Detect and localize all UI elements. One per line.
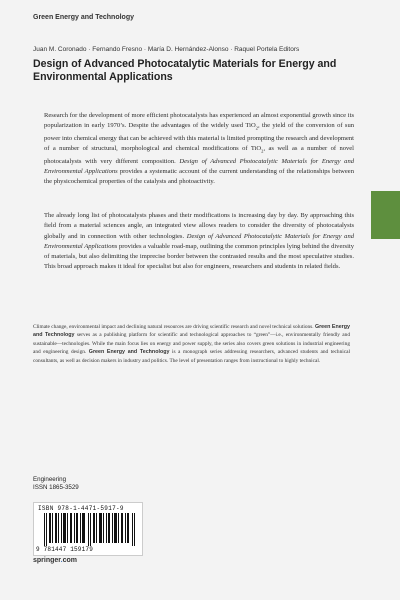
- editors-line: Juan M. Coronado · Fernando Fresno · María D. Hernández-Alonso · Raquel Portela Editors: [33, 46, 300, 53]
- book-title-line-1: Design of Advanced Photocatalytic Materials for Energy and: [33, 58, 337, 70]
- barcode-digits: 9 781447 159179: [36, 546, 94, 553]
- barcode-icon: [44, 513, 136, 546]
- publisher-website[interactable]: springer.com: [33, 557, 77, 564]
- barcode-block: [33, 502, 143, 556]
- book-title-line-2: Environmental Applications: [33, 71, 173, 83]
- book-title: [33, 58, 353, 84]
- subject-label: Engineering: [33, 476, 67, 483]
- description-paragraph-1: Research for the development of more efficient photocatalysts has experienced an almost exponential growth since its popularization in early 1970’s. Despite the advantages of the widely used TiO$_2$, the yield of the conversion of sun power into chemical energy that can be achieved with this material is limited prompting the research and development of a number of structural, morphological and chemical modifications of TiO$_2$, as well as a number of novel photocatalysts with very different composition. Design of Advanced Photocatalytic Materials for Energy and Environmental Applications provides a systematic account of the current understanding of the relationships between the physicochemical properties of the catalysts and photoactivity.: [44, 112, 354, 186]
- issn-label: ISSN 1865-3529: [33, 484, 79, 491]
- series-description: Climate change, environmental impact and declining natural resources are driving scientific research and novel technical solutions. Green Energy and Technology serves as a publishing platform for scientific and technological approaches to “green”—i.e., environmentally friendly and sustainable—technologies. While the main focus lies on energy and power supply, the series also covers green solutions in industrial engineering and engineering design. Green Energy and Technology is a monograph series addressing researchers, advanced students and technical consultants, as well as decision makers in industry and politics. The level of presentation ranges from instructional to highly technical.: [33, 324, 351, 364]
- description-paragraph-2: The already long list of photocatalysts phases and their modifications is increasing day by day. By approaching this field from a material sciences angle, an integrated view allows readers to consider the diversity of photocatalysts globally and in connection with other technologies. Design of Advanced Photocatalytic Materials for Energy and Environmental Applications provides a valuable road-map, outlining the common principles lying behind the diversity of materials, but also delimiting the imprecise border between the contrasted results and the most speculative studies. This broad approach makes it ideal for specialist but also for engineers, researchers and students in related fields.: [44, 212, 354, 271]
- isbn-label: ISBN 978-1-4471-5917-9: [38, 505, 124, 512]
- green-color-tab: [371, 191, 400, 239]
- subject-block: [33, 476, 79, 492]
- series-title: Green Energy and Technology: [33, 14, 135, 21]
